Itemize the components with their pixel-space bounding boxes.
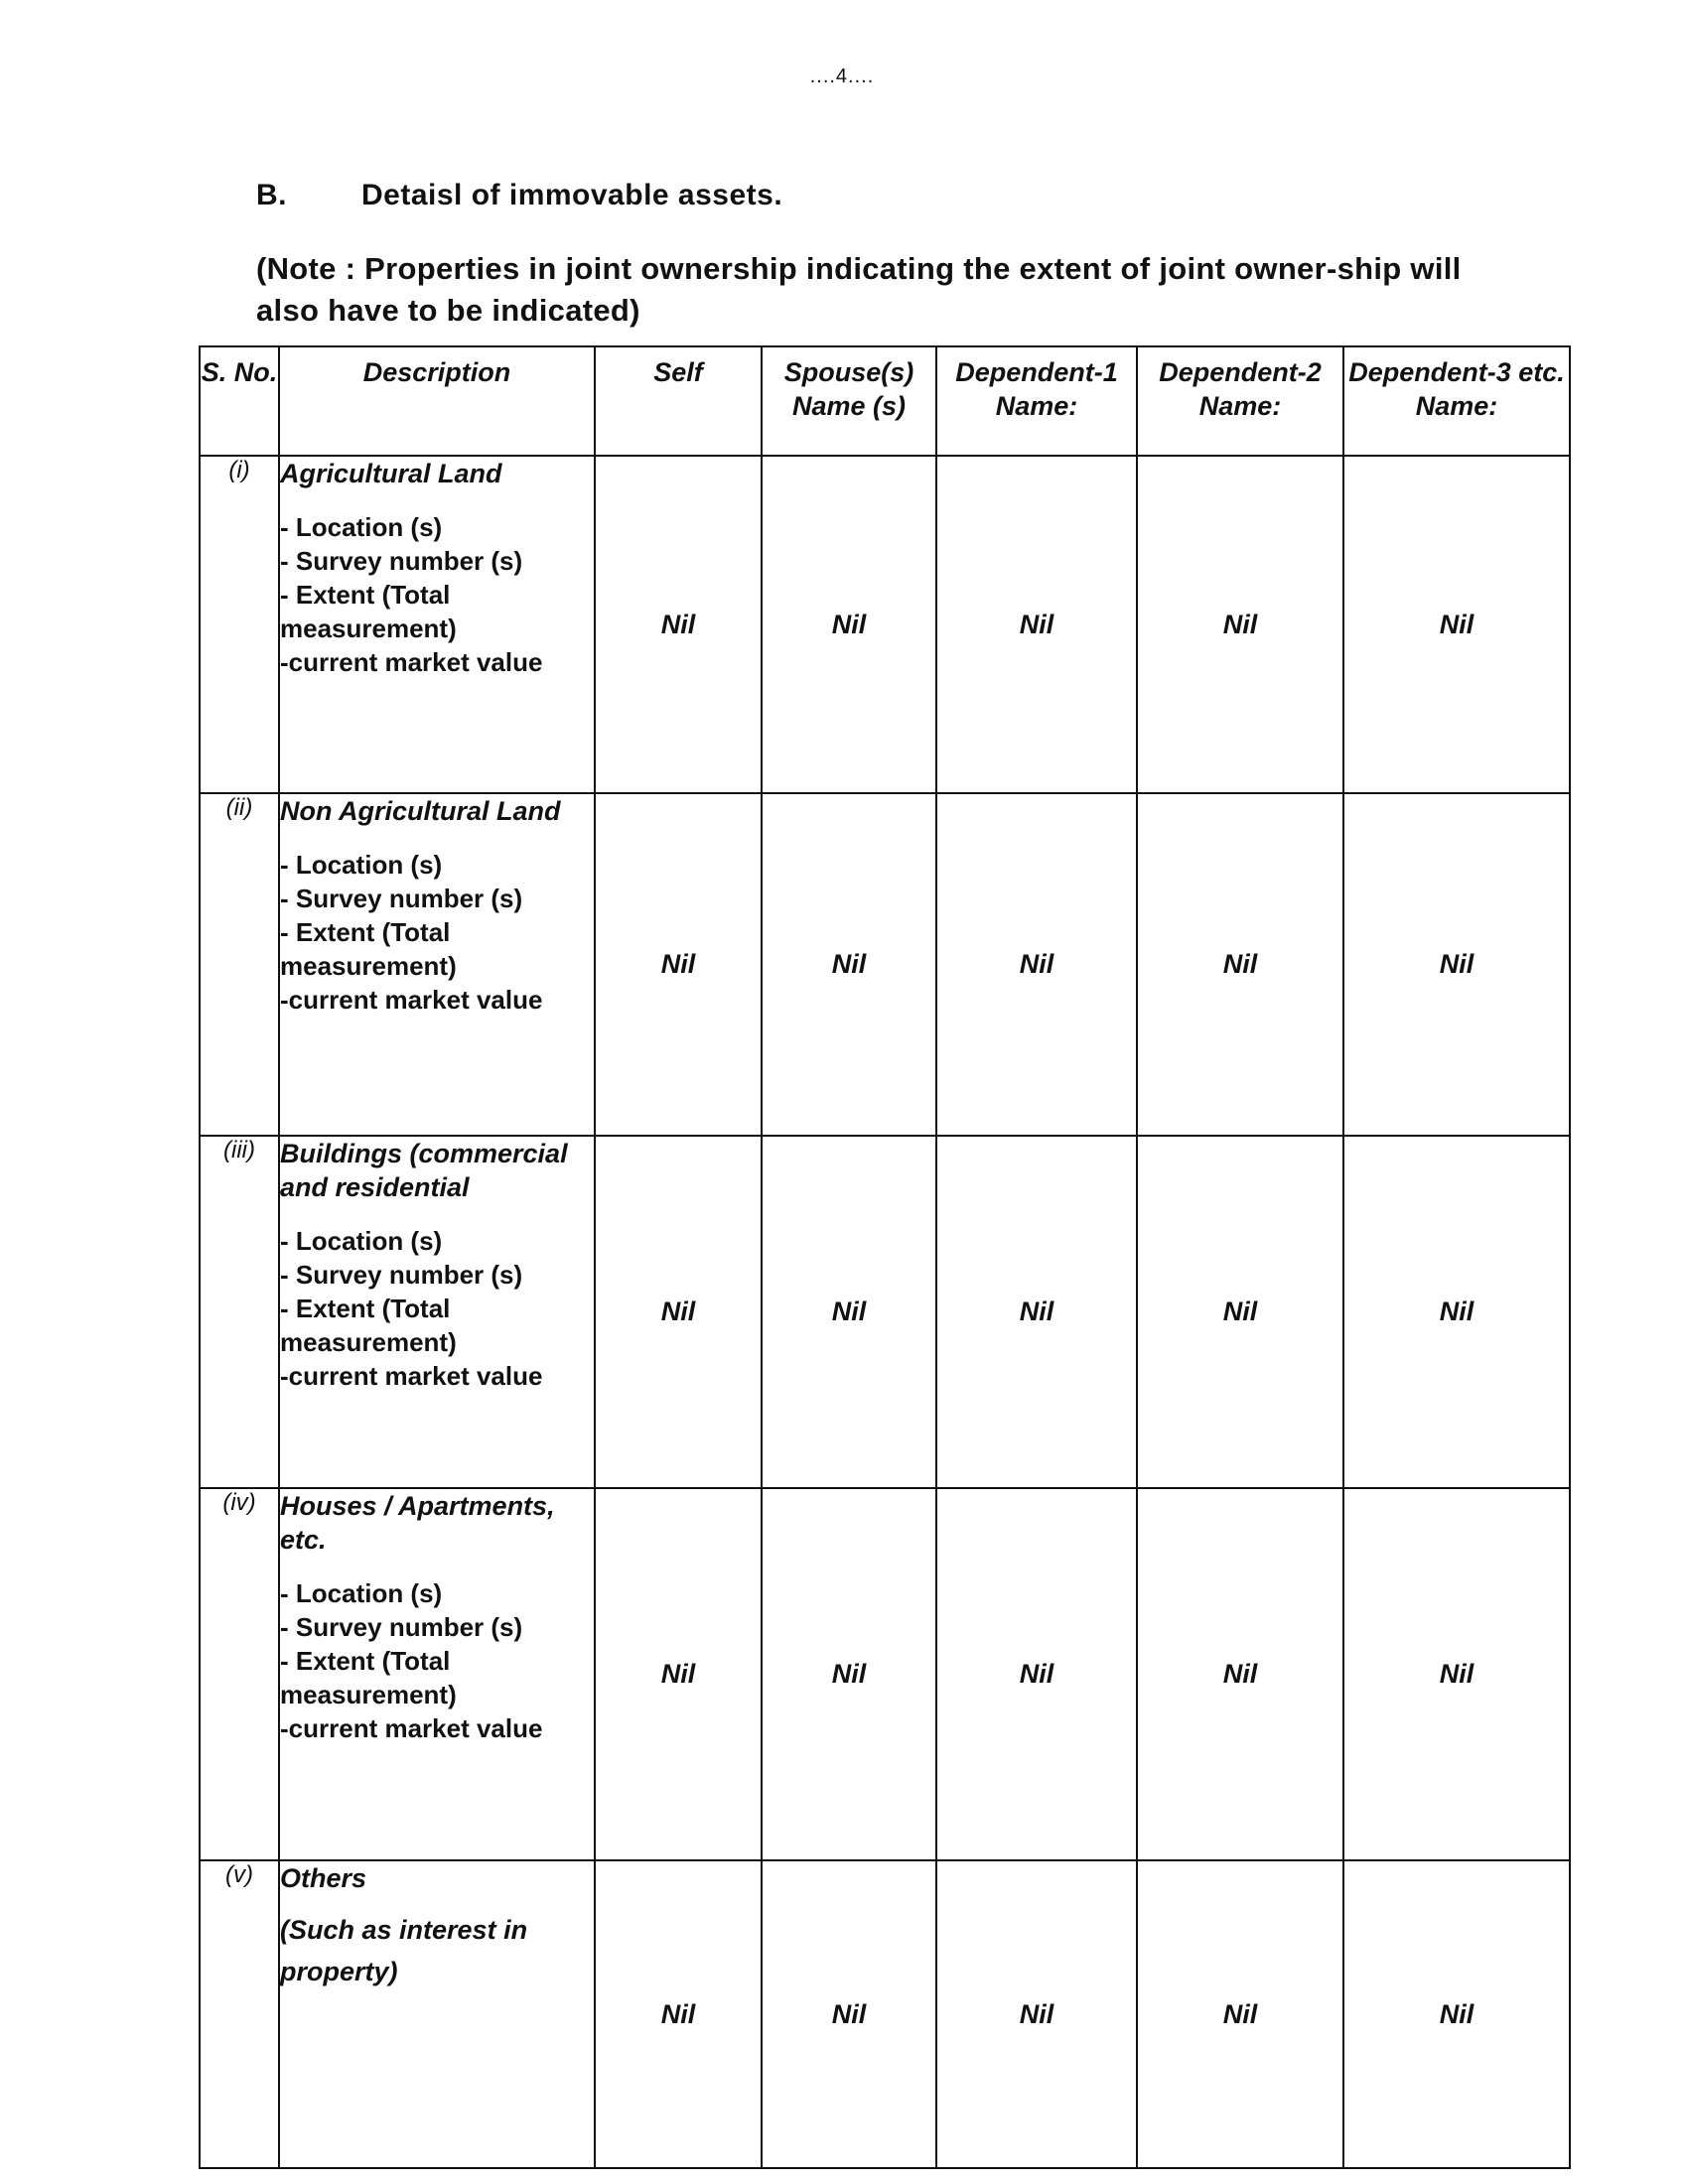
value-dependent-3: Nil — [1343, 793, 1570, 1136]
page-number-marker: ....4.... — [809, 66, 875, 87]
value-self: Nil — [595, 456, 762, 793]
field-extent: - Extent (Total measurement) — [280, 917, 457, 981]
row-title: Buildings (commercial and residential — [280, 1139, 568, 1202]
value-self: Nil — [595, 1488, 762, 1860]
field-location: - Location (s) — [280, 1578, 443, 1608]
value-self: Nil — [595, 1860, 762, 2168]
section-title: Detaisl of immovable assets. — [361, 179, 783, 211]
row-description — [279, 1488, 595, 1860]
immovable-assets-table — [199, 345, 1571, 2169]
field-market-value: -current market value — [280, 1713, 543, 1743]
header-dependent-2: Dependent-2 Name: — [1137, 346, 1343, 456]
value-dependent-2: Nil — [1137, 1136, 1343, 1488]
value-spouse: Nil — [762, 1860, 936, 2168]
row-description — [279, 456, 595, 793]
header-self: Self — [595, 346, 762, 456]
field-location: - Location (s) — [280, 1226, 443, 1256]
table-row — [200, 793, 1570, 1136]
header-dependent-3: Dependent-3 etc. Name: — [1343, 346, 1570, 456]
value-dependent-3: Nil — [1343, 1136, 1570, 1488]
field-market-value: -current market value — [280, 985, 543, 1015]
row-field-list — [280, 848, 594, 1017]
field-survey-number: - Survey number (s) — [280, 546, 523, 576]
header-spouse: Spouse(s) Name (s) — [762, 346, 936, 456]
field-market-value: -current market value — [280, 1361, 543, 1391]
value-dependent-2: Nil — [1137, 793, 1343, 1136]
value-dependent-3: Nil — [1343, 1860, 1570, 2168]
section-note: (Note : Properties in joint ownership indicating the extent of joint owner-ship will also have to be indicated) — [256, 251, 1462, 328]
row-sno: (i) — [200, 456, 279, 793]
value-spouse: Nil — [762, 1488, 936, 1860]
field-extent: - Extent (Total measurement) — [280, 1646, 457, 1709]
value-spouse: Nil — [762, 1136, 936, 1488]
field-extent: - Extent (Total measurement) — [280, 1294, 457, 1357]
row-title: Others — [280, 1863, 367, 1893]
section-letter: B. — [256, 179, 287, 211]
row-title: Houses / Apartments, etc. — [280, 1491, 555, 1555]
table-header-row — [200, 346, 1570, 456]
row-description — [279, 793, 595, 1136]
value-dependent-3: Nil — [1343, 1488, 1570, 1860]
row-description — [279, 1136, 595, 1488]
header-dependent-1: Dependent-1 Name: — [936, 346, 1137, 456]
value-dependent-2: Nil — [1137, 1488, 1343, 1860]
header-description: Description — [279, 346, 595, 456]
value-self: Nil — [595, 1136, 762, 1488]
row-subtitle: (Such as interest in property) — [280, 1915, 528, 1986]
value-dependent-1: Nil — [936, 1136, 1137, 1488]
table-row — [200, 1488, 1570, 1860]
field-survey-number: - Survey number (s) — [280, 884, 523, 913]
row-description — [279, 1860, 595, 2168]
row-field-list — [280, 1224, 594, 1393]
table-row — [200, 1860, 1570, 2168]
row-sno: (iii) — [200, 1136, 279, 1488]
value-dependent-1: Nil — [936, 1860, 1137, 2168]
value-dependent-2: Nil — [1137, 456, 1343, 793]
row-field-list — [280, 1576, 594, 1745]
value-spouse: Nil — [762, 456, 936, 793]
row-sno: (ii) — [200, 793, 279, 1136]
field-location: - Location (s) — [280, 512, 443, 542]
field-survey-number: - Survey number (s) — [280, 1260, 523, 1290]
field-market-value: -current market value — [280, 647, 543, 677]
value-dependent-1: Nil — [936, 793, 1137, 1136]
row-sno: (iv) — [200, 1488, 279, 1860]
row-title: Non Agricultural Land — [280, 796, 561, 826]
section-heading — [256, 179, 782, 212]
row-title: Agricultural Land — [280, 459, 502, 488]
row-field-list — [280, 510, 594, 679]
header-sno: S. No. — [200, 346, 279, 456]
field-survey-number: - Survey number (s) — [280, 1612, 523, 1642]
value-dependent-1: Nil — [936, 456, 1137, 793]
field-extent: - Extent (Total measurement) — [280, 580, 457, 643]
value-dependent-2: Nil — [1137, 1860, 1343, 2168]
value-dependent-1: Nil — [936, 1488, 1137, 1860]
value-spouse: Nil — [762, 793, 936, 1136]
value-dependent-3: Nil — [1343, 456, 1570, 793]
value-self: Nil — [595, 793, 762, 1136]
table-row — [200, 1136, 1570, 1488]
table-row — [200, 456, 1570, 793]
row-sno: (v) — [200, 1860, 279, 2168]
field-location: - Location (s) — [280, 850, 443, 880]
